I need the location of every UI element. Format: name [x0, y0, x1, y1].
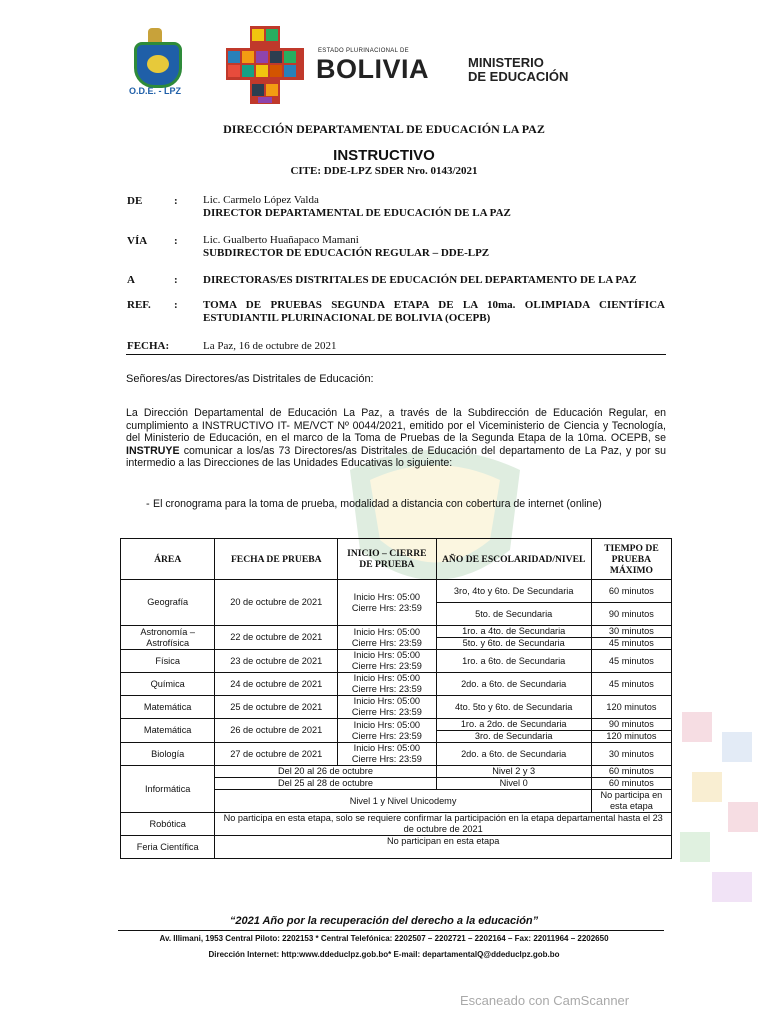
a-value: DIRECTORAS/ES DISTRITALES DE EDUCACIÓN DEL DEPARTAMENTO DE LA PAZ	[203, 274, 637, 286]
bolivia-emblem-logo	[222, 26, 308, 104]
header-level: AÑO DE ESCOLARIDAD/NIVEL	[436, 539, 591, 580]
via-name: Lic. Gualberto Huañapaco Mamani	[203, 234, 359, 246]
duration-cell: 45 minutos	[591, 638, 671, 650]
table-row	[121, 766, 672, 778]
date-cell: 26 de octubre de 2021	[215, 719, 338, 743]
duration-cell: 45 minutos	[591, 673, 671, 696]
footer-contact: Dirección Internet: http:www.ddeduclpz.gob.bo* E-mail: departamentalQ@ddeduclpz.gob.bo	[208, 950, 560, 959]
time-window-cell	[338, 719, 436, 743]
table-row	[121, 626, 672, 638]
bullet-text: El cronograma para la toma de prueba, modalidad a distancia con cobertura de internet (online)	[153, 498, 602, 510]
duration-cell: No participa en esta etapa	[591, 790, 671, 813]
fecha-value: La Paz, 16 de octubre de 2021	[203, 340, 337, 352]
level-cell: Nivel 1 y Nivel Unicodemy	[215, 790, 591, 813]
state-line: ESTADO PLURINACIONAL DE	[318, 48, 409, 54]
ref-label: REF.	[127, 299, 151, 311]
level-cell: Nivel 0	[436, 778, 591, 790]
time-window-cell	[338, 743, 436, 766]
note-cell: No participa en esta etapa, solo se requiere confirmar la participación en la etapa departamental hasta el 23 de octubre de 2021	[215, 813, 672, 836]
duration-cell: 120 minutos	[591, 731, 671, 743]
body-text-1: La Dirección Departamental de Educación La Paz, a través de la Subdirección de Educación Regular, en cumplimiento a INSTRUCTIVO IT- ME/VCT Nº 0044/2021, emitido por el Viceministerio de Ciencia y Tecnología, del Ministerio de Educación, en el marco de la Toma de Pruebas de la Segunda Etapa de la 10ma. OCEPB, se	[126, 407, 666, 445]
duration-cell: 30 minutos	[591, 743, 671, 766]
level-cell: 1ro. a 4to. de Secundaria	[436, 626, 591, 638]
duration-cell: 90 minutos	[591, 603, 671, 626]
area-cell: Informática	[121, 766, 215, 813]
duration-cell: 45 minutos	[591, 650, 671, 673]
end-time: Cierre Hrs: 23:59	[351, 602, 422, 613]
level-cell: 4to. 5to y 6to. de Secundaria	[436, 696, 591, 719]
header-date: FECHA DE PRUEBA	[215, 539, 338, 580]
date-cell: 27 de octubre de 2021	[215, 743, 338, 766]
date-cell: 25 de octubre de 2021	[215, 696, 338, 719]
de-role: DIRECTOR DEPARTAMENTAL DE EDUCACIÓN DE LA PAZ	[203, 207, 511, 219]
end-time: Cierre Hrs: 23:59	[351, 754, 422, 764]
duration-cell: 30 minutos	[591, 626, 671, 638]
date-cell: 20 de octubre de 2021	[215, 580, 338, 626]
date-range-cell: Del 20 al 26 de octubre	[215, 766, 436, 778]
greeting: Señores/as Directores/as Distritales de Educación:	[126, 373, 374, 385]
de-value	[203, 194, 511, 220]
end-time: Cierre Hrs: 23:59	[351, 661, 422, 671]
country-name: BOLIVIA	[316, 54, 430, 84]
date-range-cell: Del 25 al 28 de octubre	[215, 778, 436, 790]
fecha-label: FECHA:	[127, 340, 170, 352]
emblem-graphic	[222, 26, 308, 104]
level-cell: 3ro, 4to y 6to. De Secundaria	[436, 580, 591, 603]
document-title: INSTRUCTIVO	[333, 147, 435, 164]
crest-caption: O.D.E. - LPZ	[128, 86, 181, 96]
ministry-line2: DE EDUCACIÓN	[468, 69, 569, 84]
level-cell: 2do. a 6to. de Secundaria	[436, 743, 591, 766]
start-time: Inicio Hrs: 05:00	[353, 626, 421, 637]
note-cell: No participan en esta etapa	[215, 836, 672, 859]
ministry-name	[468, 56, 568, 84]
footer-motto: “2021 Año por la recuperación del derecho a la educación”	[229, 915, 539, 927]
dde-lpz-crest-logo	[128, 28, 182, 98]
time-window-cell	[338, 626, 436, 650]
area-cell: Física	[121, 650, 215, 673]
start-time: Inicio Hrs: 05:00	[353, 650, 421, 660]
bullet-dash: -	[146, 498, 150, 510]
table-row	[121, 743, 672, 766]
via-role: SUBDIRECTOR DE EDUCACIÓN REGULAR – DDE-LPZ	[203, 247, 490, 259]
via-value	[203, 234, 489, 260]
area-cell: Astronomía – Astrofísica	[121, 626, 215, 650]
a-colon: :	[174, 274, 178, 286]
time-window-cell	[338, 650, 436, 673]
duration-cell: 90 minutos	[591, 719, 671, 731]
area-cell: Feria Científica	[121, 836, 215, 859]
body-paragraph	[126, 407, 666, 470]
time-window-cell	[338, 673, 436, 696]
schedule-table	[120, 538, 672, 859]
level-cell: 3ro. de Secundaria	[436, 731, 591, 743]
area-cell: Biología	[121, 743, 215, 766]
end-time: Cierre Hrs: 23:59	[351, 684, 422, 694]
side-pattern-decoration	[672, 712, 768, 912]
duration-cell: 60 minutos	[591, 778, 671, 790]
body-instruye: INSTRUYE	[126, 444, 180, 457]
time-window-cell	[338, 696, 436, 719]
area-cell: Matemática	[121, 719, 215, 743]
ref-colon: :	[174, 299, 178, 311]
pattern-graphic	[672, 712, 768, 912]
date-cell: 24 de octubre de 2021	[215, 673, 338, 696]
table-row	[121, 673, 672, 696]
level-cell: 2do. a 6to. de Secundaria	[436, 673, 591, 696]
a-label: A	[127, 274, 135, 286]
area-cell: Geografía	[121, 580, 215, 626]
end-time: Cierre Hrs: 23:59	[351, 730, 422, 741]
date-cell: 22 de octubre de 2021	[215, 626, 338, 650]
area-cell: Química	[121, 673, 215, 696]
footer-address: Av. Illimani, 1953 Central Piloto: 2202153 * Central Telefónica: 2202507 – 2202721 – 2202164 – Fax: 22011964 – 2202650	[159, 934, 609, 943]
area-cell: Robótica	[121, 813, 215, 836]
ref-value: TOMA DE PRUEBAS SEGUNDA ETAPA DE LA 10ma. OLIMPIADA CIENTÍFICA ESTUDIANTIL PLURINACIONAL DE BOLIVIA (OCEPB)	[203, 299, 665, 324]
fecha-divider	[126, 354, 666, 355]
via-colon: :	[174, 235, 178, 247]
time-window-cell	[338, 580, 436, 626]
start-time: Inicio Hrs: 05:00	[353, 673, 421, 683]
table-header-row	[121, 539, 672, 580]
duration-cell: 120 minutos	[591, 696, 671, 719]
scanner-watermark: Escaneado con CamScanner	[460, 993, 630, 1008]
level-cell: 5to. y 6to. de Secundaria	[436, 638, 591, 650]
table-row	[121, 650, 672, 673]
footer-divider	[118, 930, 664, 931]
de-label: DE	[127, 195, 143, 207]
end-time: Cierre Hrs: 23:59	[351, 637, 422, 648]
header-time: TIEMPO DE PRUEBA MÁXIMO	[591, 539, 671, 580]
start-time: Inicio Hrs: 05:00	[353, 696, 421, 706]
start-time: Inicio Hrs: 05:00	[353, 719, 421, 730]
duration-cell: 60 minutos	[591, 580, 671, 603]
table-row	[121, 580, 672, 603]
ministry-line1: MINISTERIO	[468, 55, 544, 70]
de-colon: :	[174, 195, 178, 207]
table-row	[121, 813, 672, 836]
start-time: Inicio Hrs: 05:00	[353, 591, 421, 602]
header-area: ÁREA	[121, 539, 215, 580]
via-label: VÍA	[127, 235, 148, 247]
start-time: Inicio Hrs: 05:00	[353, 743, 421, 753]
level-cell: Nivel 2 y 3	[436, 766, 591, 778]
department-heading: DIRECCIÓN DEPARTAMENTAL DE EDUCACIÓN LA PAZ	[223, 122, 545, 136]
area-cell: Matemática	[121, 696, 215, 719]
de-name: Lic. Carmelo López Valda	[203, 194, 319, 206]
level-cell: 1ro. a 6to. de Secundaria	[436, 650, 591, 673]
end-time: Cierre Hrs: 23:59	[351, 707, 422, 717]
level-cell: 1ro. a 2do. de Secundaria	[436, 719, 591, 731]
header-start-end: INICIO – CIERRE DE PRUEBA	[338, 539, 436, 580]
date-cell: 23 de octubre de 2021	[215, 650, 338, 673]
cite-reference: CITE: DDE-LPZ SDER Nro. 0143/2021	[290, 165, 478, 177]
body-text-2: comunicar a los/as 73 Directores/as Distritales de Educación del departamento de La Paz, y por su intermedio a las Direcciones de las Unidades Educativas lo siguiente:	[126, 444, 666, 470]
table-row	[121, 696, 672, 719]
table-row	[121, 836, 672, 859]
level-cell: 5to. de Secundaria	[436, 603, 591, 626]
table-row	[121, 719, 672, 731]
duration-cell: 60 minutos	[591, 766, 671, 778]
